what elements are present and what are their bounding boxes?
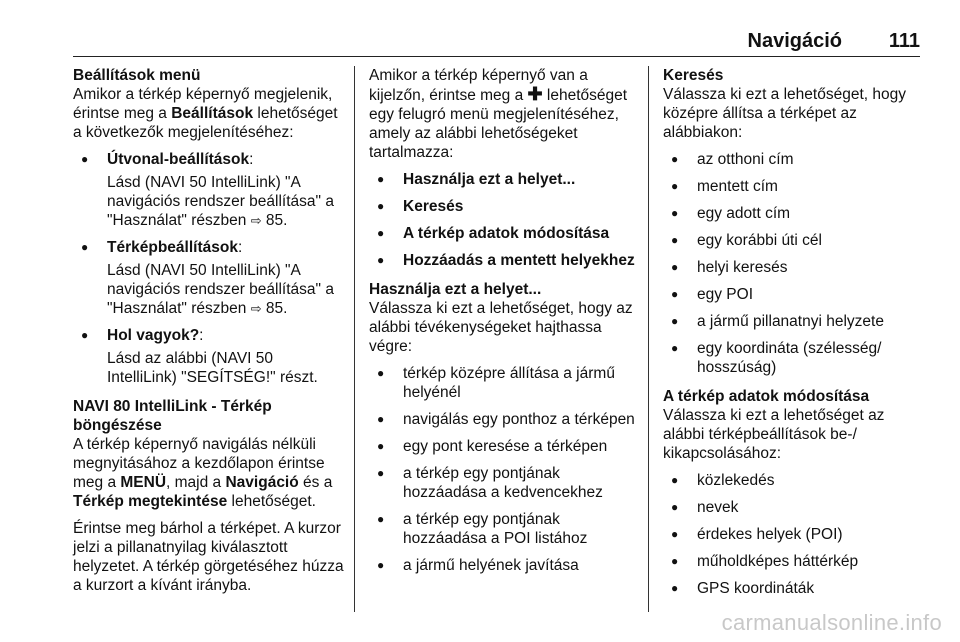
list-item: ● egy pont keresése a térképen	[369, 437, 641, 456]
list-item: ● a térkép egy pontjának hozzáadása a POI listához	[369, 510, 641, 548]
list-item: ● a jármű helyének javítása	[369, 556, 641, 575]
map-browse-intro	[73, 435, 345, 511]
header-rule	[73, 56, 920, 57]
list-item: ● közlekedés	[663, 471, 925, 490]
list-item: ● egy POI	[663, 285, 925, 304]
list-item: ● műholdképes háttérkép	[663, 552, 925, 571]
list-item: ● navigálás egy ponthoz a térképen	[369, 410, 641, 429]
search-list	[663, 150, 925, 377]
page-title: Navigáció	[747, 30, 842, 52]
list-item: ● Hol vagyok?: Lásd az alábbi (NAVI 50 IntelliLink) "SEGÍTSÉG!" részt.	[73, 326, 345, 387]
page-ref: 85.	[265, 212, 288, 229]
list-item	[369, 224, 641, 243]
list-item: ● helyi keresés	[663, 258, 925, 277]
page-ref-arrow-icon: ⇨	[250, 213, 262, 228]
column-1	[73, 66, 345, 603]
text-run: Amikor a térkép képernyő megjelenik, érintse meg a	[73, 86, 333, 122]
popup-intro	[369, 66, 641, 162]
section-title-map-data: A térkép adatok módosítása	[663, 388, 870, 405]
item-text: Lásd (NAVI 50 IntelliLink) "A navigációs rendszer beállítása" a "Használat" részben	[107, 262, 334, 317]
section-title-settings-menu: Beállítások menü	[73, 67, 201, 84]
text-run: és a	[298, 474, 333, 491]
column-divider-2	[648, 66, 649, 612]
use-location-intro: Válassza ki ezt a lehetőséget, hogy az alábbi tévékenységeket hajthassa végre:	[369, 300, 633, 355]
list-item: ● a térkép egy pontjának hozzáadása a kedvencekhez	[369, 464, 641, 502]
list-item	[369, 170, 641, 189]
item-label: A térkép adatok módosítása	[403, 225, 610, 242]
bold-run: Térkép megtekintése	[73, 493, 228, 510]
search-intro: Válassza ki ezt a lehetőséget, hogy középre állítsa a térképet az alábbiakon:	[663, 86, 906, 141]
column-3	[663, 66, 925, 608]
list-item: ● Térképbeállítások: Lásd (NAVI 50 IntelliLink) "A navigációs rendszer beállítása" a "Használat" részben ⇨ 85.	[73, 238, 345, 318]
list-item	[369, 251, 641, 270]
page-ref-arrow-icon: ⇨	[250, 301, 262, 316]
column-divider-1	[354, 66, 355, 612]
list-item: ● az otthoni cím	[663, 150, 925, 169]
item-text: Lásd az alábbi (NAVI 50 IntelliLink) "SEGÍTSÉG!" részt.	[107, 350, 318, 386]
item-label: Keresés	[403, 198, 464, 215]
settings-list	[73, 150, 345, 387]
section-title-search: Keresés	[663, 67, 724, 84]
list-item: ● egy koordináta (szélesség/ hosszúság)	[663, 339, 925, 377]
use-location-list	[369, 364, 641, 575]
list-item: ● nevek	[663, 498, 925, 517]
bold-run: Navigáció	[225, 474, 299, 491]
popup-menu-list	[369, 170, 641, 270]
list-item: ● Útvonal-beállítások: Lásd (NAVI 50 IntelliLink) "A navigációs rendszer beállítása" a "Használat" részben ⇨ 85.	[73, 150, 345, 230]
watermark: carmanualsonline.info	[721, 610, 942, 635]
bold-run: Beállítások	[171, 105, 254, 122]
list-item: ● érdekes helyek (POI)	[663, 525, 925, 544]
list-item: ● egy korábbi úti cél	[663, 231, 925, 250]
map-browse-body: Érintse meg bárhol a térképet. A kurzor jelzi a pillanatnyilag kiválasztott helyzetet. A térkép görgetéséhez húzza a kurzort a kívánt irányba.	[73, 520, 344, 594]
text-run: , majd a	[166, 474, 226, 491]
list-item: ● GPS koordináták	[663, 579, 925, 598]
text-run: A térkép képernyő navigálás nélküli megnyitásához a kezdőlapon érintse meg a	[73, 436, 325, 491]
item-label: Hozzáadás a mentett helyekhez	[403, 252, 635, 269]
bold-run: MENÜ	[120, 474, 167, 491]
section-title-map-browse: NAVI 80 IntelliLink - Térkép böngészése	[73, 398, 272, 434]
settings-intro	[73, 85, 345, 142]
page-ref: 85.	[265, 300, 288, 317]
list-item	[369, 197, 641, 216]
list-item: ● egy adott cím	[663, 204, 925, 223]
item-label: Hol vagyok?	[107, 327, 200, 344]
map-data-list	[663, 471, 925, 598]
page-header	[0, 30, 920, 60]
text-run: lehetőséget egy felugró menü megjelenítéséhez, amely az alábbi lehetőségeket tartalmazza:	[369, 87, 628, 161]
item-label: Térképbeállítások	[107, 239, 238, 256]
item-label: Használja ezt a helyet...	[403, 171, 576, 188]
list-item: ● térkép középre állítása a jármű helyénél	[369, 364, 641, 402]
list-item: ● mentett cím	[663, 177, 925, 196]
item-text: Lásd (NAVI 50 IntelliLink) "A navigációs rendszer beállítása" a "Használat" részben	[107, 174, 334, 229]
plus-icon: ✚	[527, 84, 543, 104]
section-title-use-location: Használja ezt a helyet...	[369, 281, 542, 298]
page-number: 111	[888, 30, 920, 52]
column-2	[369, 66, 641, 585]
text-run: lehetőséget a következők megjelenítéséhez:	[73, 105, 338, 141]
map-data-intro: Válassza ki ezt a lehetőséget az alábbi térképbeállítások be-/ kikapcsolásához:	[663, 407, 885, 462]
text-run: Amikor a térkép képernyő van a kijelzőn, érintse meg a	[369, 67, 588, 104]
text-run: lehetőséget.	[227, 493, 316, 510]
list-item: ● a jármű pillanatnyi helyzete	[663, 312, 925, 331]
item-label: Útvonal-beállítások	[107, 151, 250, 168]
